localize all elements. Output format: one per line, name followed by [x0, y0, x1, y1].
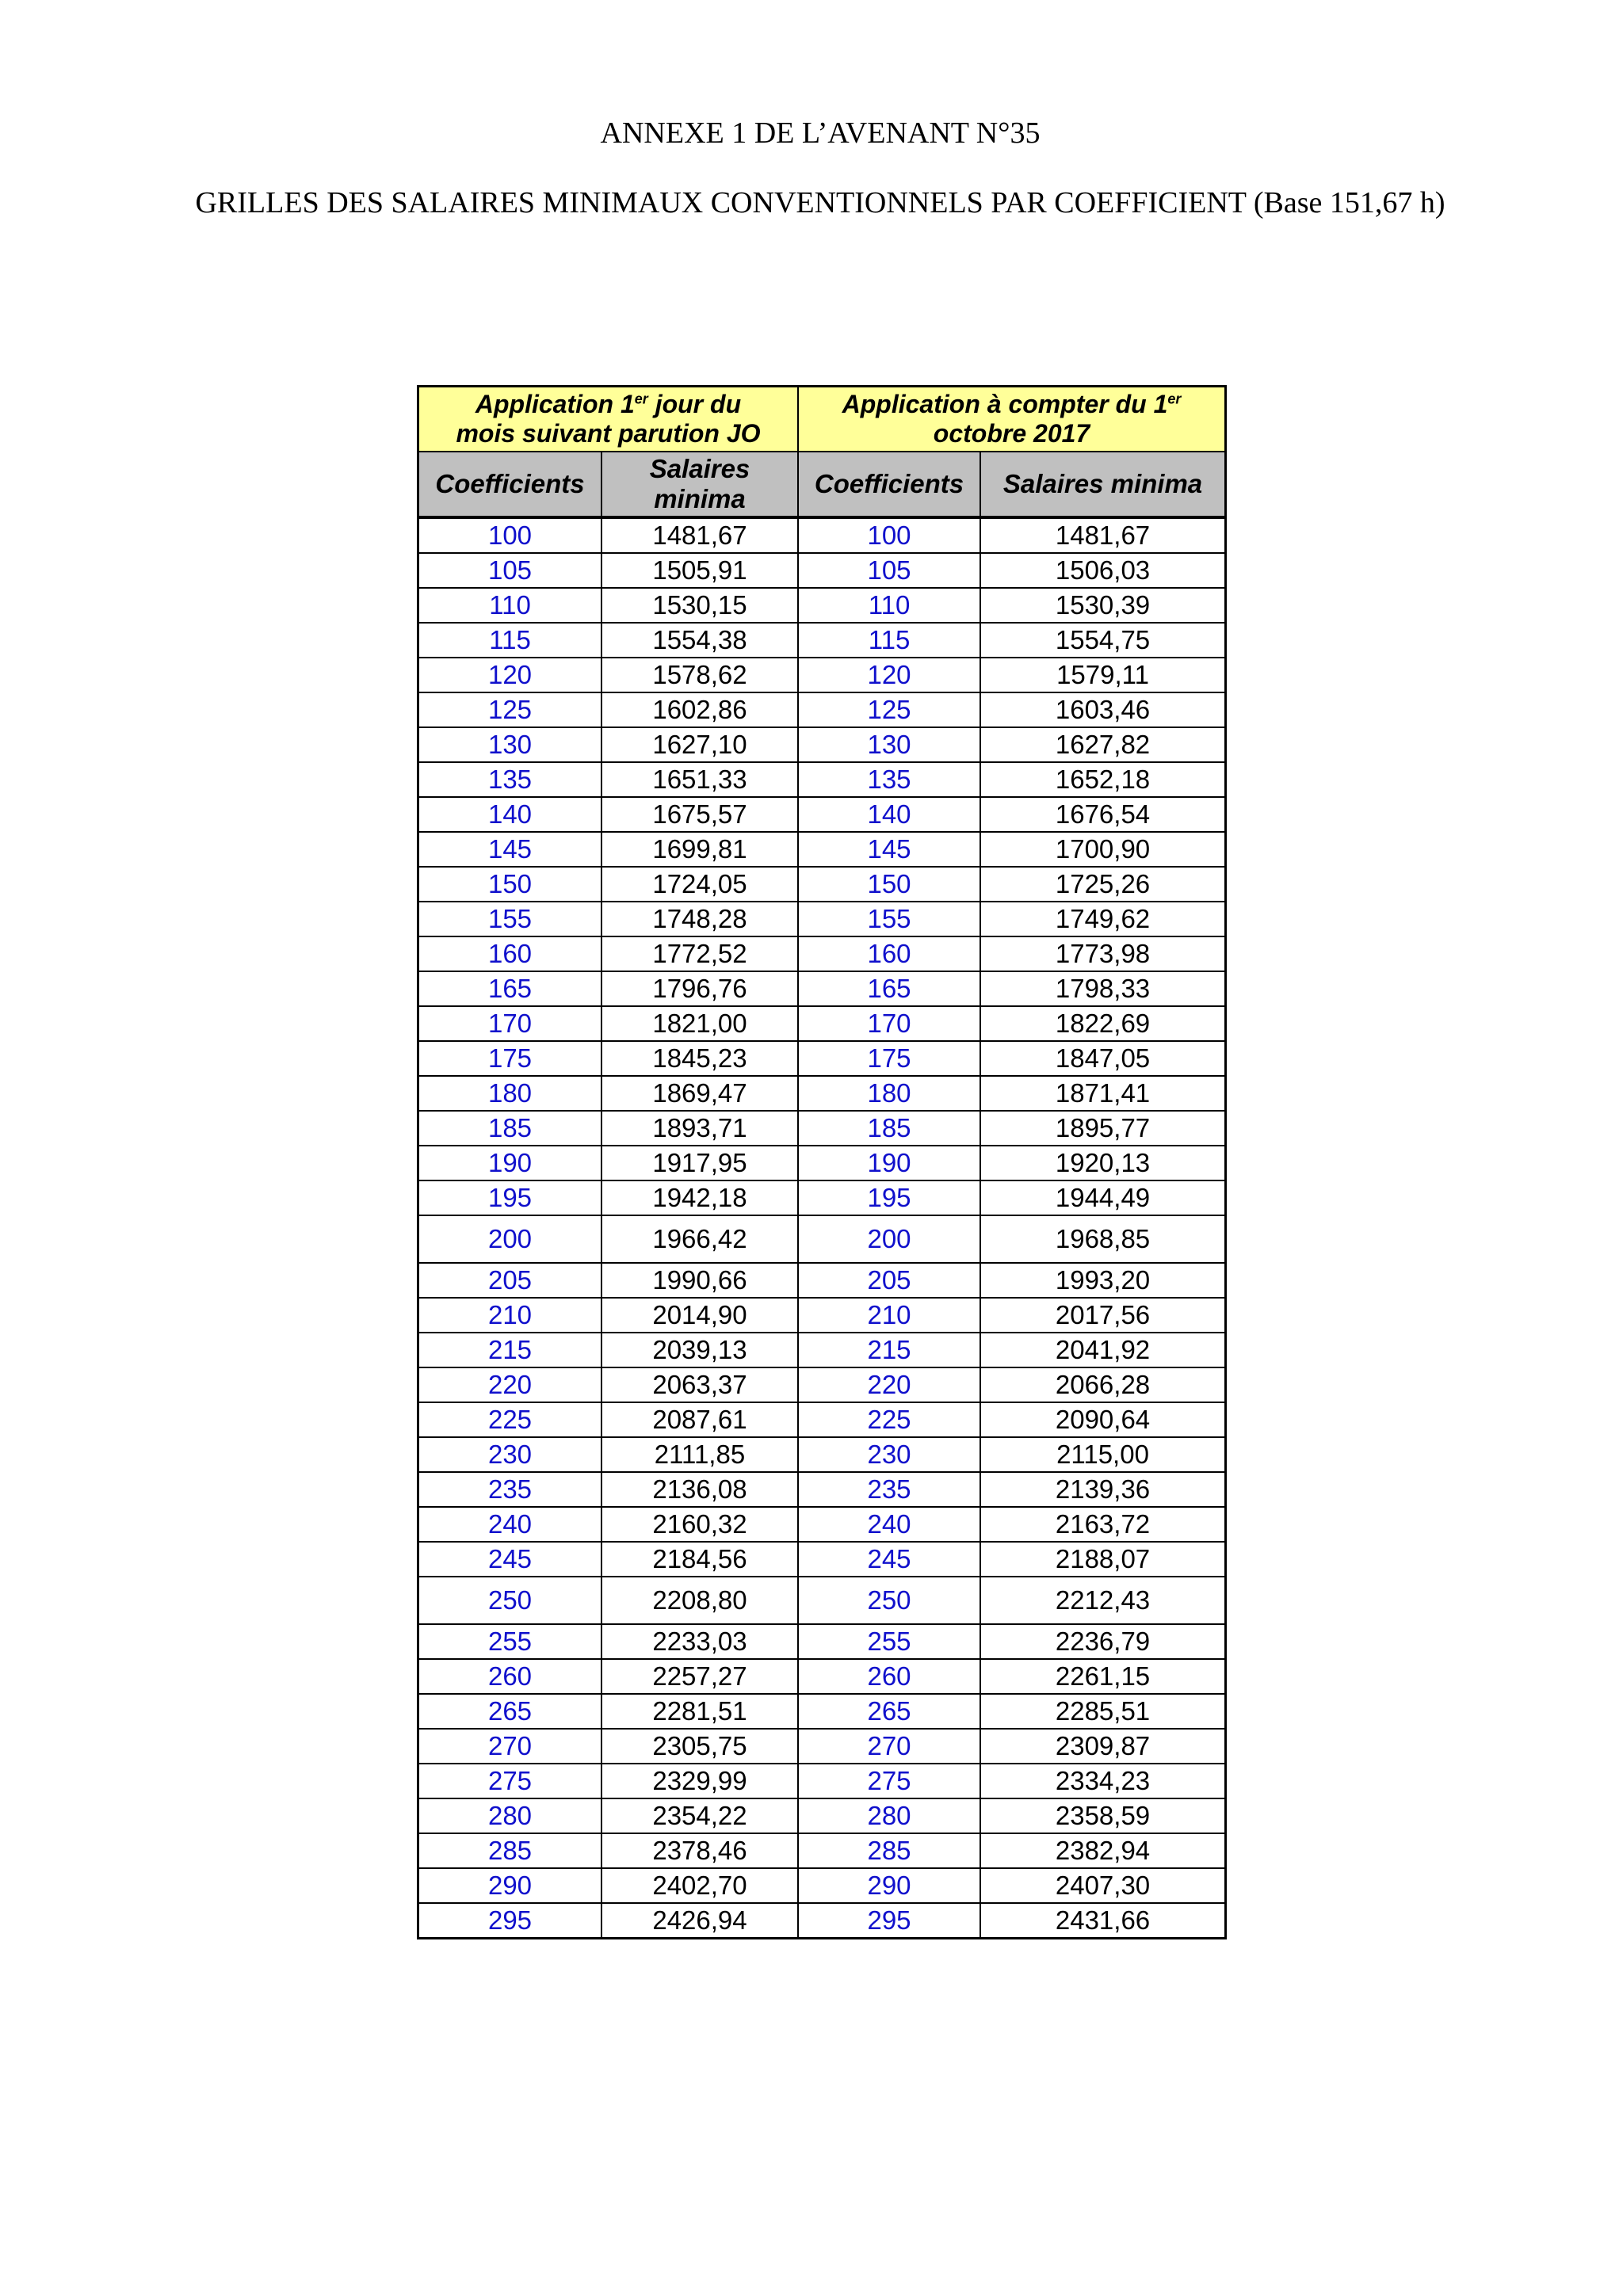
salary-cell-1: 1505,91	[601, 553, 798, 588]
salary-cell-1: 1966,42	[601, 1215, 798, 1263]
coefficient-cell-2: 160	[798, 936, 980, 971]
coefficient-cell-2: 245	[798, 1542, 980, 1577]
table-row	[419, 1659, 1224, 1694]
salary-cell-1: 1821,00	[601, 1006, 798, 1041]
coefficient-cell-2: 205	[798, 1263, 980, 1298]
table-row	[419, 971, 1224, 1006]
coefficient-cell-2: 285	[798, 1833, 980, 1868]
coefficient-cell-1: 145	[419, 832, 601, 867]
coefficient-cell-2: 210	[798, 1298, 980, 1333]
salary-cell-1: 2329,99	[601, 1764, 798, 1798]
table-row	[419, 1333, 1224, 1367]
column-header-coef-1: Coefficients	[419, 452, 601, 517]
table-row	[419, 1215, 1224, 1263]
salary-cell-2: 2431,66	[980, 1903, 1224, 1937]
period-header-2	[798, 387, 1224, 452]
coefficient-cell-1: 190	[419, 1146, 601, 1180]
salary-cell-1: 1869,47	[601, 1076, 798, 1111]
period-header-1	[419, 387, 798, 452]
coefficient-cell-2: 180	[798, 1076, 980, 1111]
coefficient-cell-1: 280	[419, 1798, 601, 1833]
salary-cell-1: 2378,46	[601, 1833, 798, 1868]
coefficient-cell-2: 295	[798, 1903, 980, 1937]
salary-cell-1: 1845,23	[601, 1041, 798, 1076]
table-row	[419, 1507, 1224, 1542]
table-row	[419, 832, 1224, 867]
salary-cell-2: 1603,46	[980, 692, 1224, 727]
salary-cell-2: 1725,26	[980, 867, 1224, 902]
salary-cell-1: 1554,38	[601, 623, 798, 658]
coefficient-cell-1: 115	[419, 623, 601, 658]
table-row	[419, 1798, 1224, 1833]
salary-cell-1: 2426,94	[601, 1903, 798, 1937]
coefficient-cell-2: 275	[798, 1764, 980, 1798]
salary-cell-2: 2261,15	[980, 1659, 1224, 1694]
salary-cell-2: 1798,33	[980, 971, 1224, 1006]
coefficient-cell-1: 130	[419, 727, 601, 762]
coefficient-cell-2: 105	[798, 553, 980, 588]
salary-cell-2: 1968,85	[980, 1215, 1224, 1263]
coefficient-cell-2: 200	[798, 1215, 980, 1263]
salary-table	[419, 387, 1224, 1937]
coefficient-cell-1: 245	[419, 1542, 601, 1577]
coefficient-cell-1: 105	[419, 553, 601, 588]
coefficient-cell-1: 210	[419, 1298, 601, 1333]
table-row	[419, 1729, 1224, 1764]
period-2-sup: er	[1167, 391, 1182, 407]
coefficient-cell-2: 260	[798, 1659, 980, 1694]
salary-cell-2: 2163,72	[980, 1507, 1224, 1542]
table-row	[419, 1006, 1224, 1041]
salary-cell-1: 1578,62	[601, 658, 798, 692]
salary-cell-1: 2063,37	[601, 1367, 798, 1402]
table-row	[419, 1146, 1224, 1180]
salary-cell-1: 2136,08	[601, 1472, 798, 1507]
salary-cell-2: 2212,43	[980, 1577, 1224, 1624]
coefficient-cell-2: 235	[798, 1472, 980, 1507]
salary-cell-1: 2111,85	[601, 1437, 798, 1472]
salary-cell-1: 2087,61	[601, 1402, 798, 1437]
table-row	[419, 588, 1224, 623]
coefficient-cell-1: 135	[419, 762, 601, 797]
salary-cell-1: 1796,76	[601, 971, 798, 1006]
table-row	[419, 1577, 1224, 1624]
coefficient-cell-2: 195	[798, 1180, 980, 1215]
salary-cell-1: 2281,51	[601, 1694, 798, 1729]
coefficient-cell-1: 150	[419, 867, 601, 902]
coefficient-cell-1: 110	[419, 588, 601, 623]
table-row	[419, 1367, 1224, 1402]
salary-cell-2: 1993,20	[980, 1263, 1224, 1298]
table-row	[419, 1298, 1224, 1333]
coefficient-cell-2: 125	[798, 692, 980, 727]
table-row	[419, 727, 1224, 762]
table-row	[419, 1624, 1224, 1659]
table-row	[419, 1694, 1224, 1729]
salary-cell-2: 2309,87	[980, 1729, 1224, 1764]
period-1-sup: er	[634, 391, 648, 407]
salary-cell-2: 1652,18	[980, 762, 1224, 797]
salary-cell-1: 2184,56	[601, 1542, 798, 1577]
coefficient-cell-2: 240	[798, 1507, 980, 1542]
table-row	[419, 1833, 1224, 1868]
coefficient-cell-2: 150	[798, 867, 980, 902]
salary-cell-1: 1530,15	[601, 588, 798, 623]
salary-cell-2: 2139,36	[980, 1472, 1224, 1507]
salary-1-header-line1: Salaires	[649, 454, 750, 483]
table-row	[419, 1041, 1224, 1076]
coefficient-cell-2: 215	[798, 1333, 980, 1367]
coefficient-cell-1: 230	[419, 1437, 601, 1472]
table-row	[419, 1542, 1224, 1577]
salary-rows	[419, 517, 1224, 1937]
coefficient-cell-2: 140	[798, 797, 980, 832]
salary-cell-1: 1748,28	[601, 902, 798, 936]
table-row	[419, 1263, 1224, 1298]
salary-cell-2: 2334,23	[980, 1764, 1224, 1798]
table-row	[419, 1472, 1224, 1507]
salary-cell-2: 2407,30	[980, 1868, 1224, 1903]
table-row	[419, 1111, 1224, 1146]
coefficient-cell-1: 255	[419, 1624, 601, 1659]
table-row	[419, 762, 1224, 797]
salary-cell-2: 1822,69	[980, 1006, 1224, 1041]
table-row	[419, 658, 1224, 692]
table-row	[419, 1868, 1224, 1903]
coefficient-cell-2: 230	[798, 1437, 980, 1472]
annex-title: ANNEXE 1 DE L’AVENANT N°35	[600, 116, 1041, 150]
salary-cell-2: 1700,90	[980, 832, 1224, 867]
salary-cell-1: 2305,75	[601, 1729, 798, 1764]
coefficient-cell-1: 195	[419, 1180, 601, 1215]
salary-cell-2: 2017,56	[980, 1298, 1224, 1333]
table-row	[419, 1402, 1224, 1437]
period-1-line2: mois suivant parution JO	[456, 419, 761, 448]
column-header-coef-2: Coefficients	[798, 452, 980, 517]
salary-cell-1: 1627,10	[601, 727, 798, 762]
salary-cell-1: 1990,66	[601, 1263, 798, 1298]
table-row	[419, 867, 1224, 902]
salary-cell-1: 2160,32	[601, 1507, 798, 1542]
salary-cell-1: 1724,05	[601, 867, 798, 902]
coefficient-cell-1: 125	[419, 692, 601, 727]
column-header-salary-2: Salaires minima	[980, 452, 1224, 517]
table-row	[419, 797, 1224, 832]
coefficient-cell-1: 225	[419, 1402, 601, 1437]
table-row	[419, 1076, 1224, 1111]
coefficient-cell-2: 280	[798, 1798, 980, 1833]
coefficient-cell-2: 135	[798, 762, 980, 797]
table-row	[419, 1437, 1224, 1472]
period-1-line1-start: Application 1	[475, 390, 635, 418]
coefficient-cell-2: 255	[798, 1624, 980, 1659]
coefficient-cell-2: 145	[798, 832, 980, 867]
salary-cell-1: 2257,27	[601, 1659, 798, 1694]
table-row	[419, 692, 1224, 727]
coefficient-cell-1: 205	[419, 1263, 601, 1298]
salary-cell-2: 2090,64	[980, 1402, 1224, 1437]
coefficient-cell-2: 290	[798, 1868, 980, 1903]
coefficient-cell-1: 240	[419, 1507, 601, 1542]
coefficient-cell-2: 220	[798, 1367, 980, 1402]
coefficient-cell-2: 265	[798, 1694, 980, 1729]
coefficient-cell-1: 180	[419, 1076, 601, 1111]
salary-cell-2: 1676,54	[980, 797, 1224, 832]
coefficient-cell-1: 220	[419, 1367, 601, 1402]
salary-cell-2: 1530,39	[980, 588, 1224, 623]
table-row	[419, 902, 1224, 936]
coefficient-cell-1: 175	[419, 1041, 601, 1076]
table-row	[419, 623, 1224, 658]
period-2-line1-start: Application à compter du 1	[842, 390, 1168, 418]
salary-cell-2: 2188,07	[980, 1542, 1224, 1577]
salary-cell-2: 2236,79	[980, 1624, 1224, 1659]
salary-cell-1: 2233,03	[601, 1624, 798, 1659]
column-header-row	[419, 452, 1224, 517]
salary-cell-1: 2354,22	[601, 1798, 798, 1833]
coefficient-cell-1: 185	[419, 1111, 601, 1146]
salary-cell-2: 2285,51	[980, 1694, 1224, 1729]
table-row	[419, 1180, 1224, 1215]
coefficient-cell-1: 285	[419, 1833, 601, 1868]
coefficient-cell-1: 275	[419, 1764, 601, 1798]
table-row	[419, 553, 1224, 588]
salary-1-header-line2: minima	[654, 484, 746, 513]
grid-title: GRILLES DES SALAIRES MINIMAUX CONVENTIONNELS PAR COEFFICIENT (Base 151,67 h)	[195, 186, 1445, 219]
coefficient-cell-2: 100	[798, 517, 980, 553]
salary-cell-1: 2402,70	[601, 1868, 798, 1903]
period-header-row	[419, 387, 1224, 452]
salary-cell-2: 1554,75	[980, 623, 1224, 658]
salary-cell-2: 2066,28	[980, 1367, 1224, 1402]
coefficient-cell-2: 190	[798, 1146, 980, 1180]
salary-cell-1: 2014,90	[601, 1298, 798, 1333]
coefficient-cell-1: 170	[419, 1006, 601, 1041]
salary-cell-2: 2041,92	[980, 1333, 1224, 1367]
coefficient-cell-2: 165	[798, 971, 980, 1006]
salary-cell-1: 1675,57	[601, 797, 798, 832]
salary-cell-1: 1893,71	[601, 1111, 798, 1146]
salary-cell-2: 1506,03	[980, 553, 1224, 588]
column-header-salary-1	[601, 452, 798, 517]
coefficient-cell-2: 250	[798, 1577, 980, 1624]
coefficient-cell-2: 270	[798, 1729, 980, 1764]
coefficient-cell-1: 235	[419, 1472, 601, 1507]
coefficient-cell-1: 260	[419, 1659, 601, 1694]
salary-cell-2: 1920,13	[980, 1146, 1224, 1180]
coefficient-cell-2: 185	[798, 1111, 980, 1146]
salary-cell-1: 1651,33	[601, 762, 798, 797]
coefficient-cell-1: 215	[419, 1333, 601, 1367]
table-row	[419, 936, 1224, 971]
salary-table-frame	[417, 385, 1227, 1939]
table-row	[419, 1764, 1224, 1798]
coefficient-cell-1: 155	[419, 902, 601, 936]
coefficient-cell-2: 130	[798, 727, 980, 762]
salary-cell-2: 1481,67	[980, 517, 1224, 553]
salary-cell-2: 1944,49	[980, 1180, 1224, 1215]
coefficient-cell-1: 265	[419, 1694, 601, 1729]
table-row	[419, 517, 1224, 553]
salary-cell-2: 1773,98	[980, 936, 1224, 971]
coefficient-cell-1: 290	[419, 1868, 601, 1903]
coefficient-cell-2: 120	[798, 658, 980, 692]
salary-cell-1: 2039,13	[601, 1333, 798, 1367]
salary-cell-2: 2358,59	[980, 1798, 1224, 1833]
coefficient-cell-1: 120	[419, 658, 601, 692]
coefficient-cell-2: 170	[798, 1006, 980, 1041]
coefficient-cell-1: 295	[419, 1903, 601, 1937]
salary-cell-2: 1749,62	[980, 902, 1224, 936]
coefficient-cell-2: 155	[798, 902, 980, 936]
salary-cell-2: 1579,11	[980, 658, 1224, 692]
salary-cell-1: 1602,86	[601, 692, 798, 727]
salary-cell-2: 2382,94	[980, 1833, 1224, 1868]
coefficient-cell-1: 270	[419, 1729, 601, 1764]
salary-cell-1: 1481,67	[601, 517, 798, 553]
salary-cell-2: 1871,41	[980, 1076, 1224, 1111]
salary-cell-1: 1917,95	[601, 1146, 798, 1180]
coefficient-cell-1: 140	[419, 797, 601, 832]
coefficient-cell-2: 110	[798, 588, 980, 623]
salary-cell-1: 2208,80	[601, 1577, 798, 1624]
table-row	[419, 1903, 1224, 1937]
coefficient-cell-1: 165	[419, 971, 601, 1006]
coefficient-cell-1: 100	[419, 517, 601, 553]
coefficient-cell-1: 200	[419, 1215, 601, 1263]
salary-cell-2: 1847,05	[980, 1041, 1224, 1076]
period-1-line1-end: jour du	[647, 390, 742, 418]
salary-cell-2: 2115,00	[980, 1437, 1224, 1472]
salary-cell-1: 1699,81	[601, 832, 798, 867]
salary-cell-1: 1772,52	[601, 936, 798, 971]
salary-cell-2: 1627,82	[980, 727, 1224, 762]
salary-cell-2: 1895,77	[980, 1111, 1224, 1146]
salary-cell-1: 1942,18	[601, 1180, 798, 1215]
coefficient-cell-2: 115	[798, 623, 980, 658]
coefficient-cell-2: 175	[798, 1041, 980, 1076]
period-2-line2: octobre 2017	[933, 419, 1090, 448]
coefficient-cell-1: 250	[419, 1577, 601, 1624]
coefficient-cell-1: 160	[419, 936, 601, 971]
coefficient-cell-2: 225	[798, 1402, 980, 1437]
